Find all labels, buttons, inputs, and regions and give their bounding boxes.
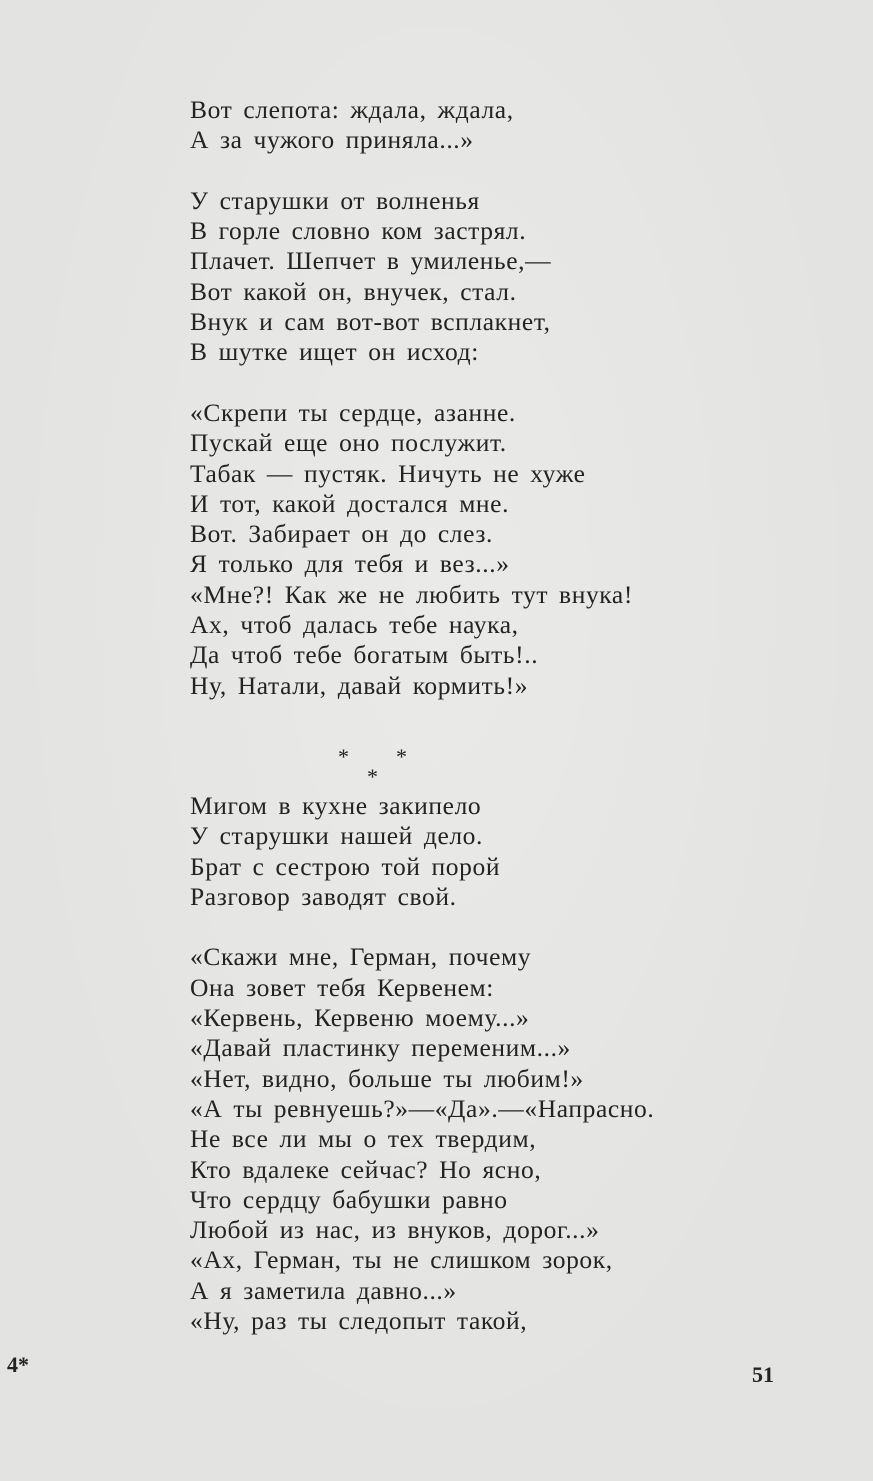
- page-number: 51: [752, 1362, 774, 1387]
- poem-line: У старушки от волненья: [190, 185, 480, 215]
- stanza: [190, 942, 750, 1336]
- poem-line: Пускай еще оно послужит.: [190, 428, 507, 458]
- poem-line: Не все ли мы о тех твердим,: [190, 1124, 537, 1154]
- poem-line: Что сердцу бабушки равно: [190, 1184, 508, 1214]
- poem-line: «Кервень, Кервеню моему...»: [190, 1003, 530, 1033]
- poem-line: В горле словно ком застрял.: [190, 216, 527, 246]
- asterism-star-icon: *: [367, 763, 378, 789]
- stanza: [190, 186, 750, 368]
- poem-line: «Скажи мне, Герман, почему: [190, 942, 532, 972]
- poem-line: Вот какой он, внучек, стал.: [190, 276, 517, 306]
- stanza: [190, 95, 750, 156]
- poem-line: Ах, чтоб далась тебе наука,: [190, 610, 519, 640]
- poem-line: Табак — пустяк. Ничуть не хуже: [190, 458, 586, 488]
- asterism-star-icon: *: [396, 743, 407, 769]
- poem-line: Вот. Забирает он до слез.: [190, 519, 494, 549]
- asterism-star-icon: *: [338, 743, 349, 769]
- poem-line: Мигом в кухне закипело: [190, 790, 482, 820]
- poem-line: Я только для тебя и вез...»: [190, 549, 510, 579]
- poem-line: «Давай пластинку переменим...»: [190, 1033, 571, 1063]
- stanza: [190, 398, 750, 701]
- poem-line: «Ну, раз ты следопыт такой,: [190, 1305, 528, 1335]
- poem-line: «Ах, Герман, ты не слишком зорок,: [190, 1245, 613, 1275]
- poem-line: «Нет, видно, больше ты любим!»: [190, 1063, 584, 1093]
- poem-line: А за чужого приняла...»: [190, 125, 474, 155]
- poem-line: И тот, какой достался мне.: [190, 488, 510, 518]
- poem-line: Разговор заводят свой.: [190, 881, 457, 911]
- poem-line: «Скрепи ты сердце, азанне.: [190, 397, 516, 427]
- poem-line: А я заметила давно...»: [190, 1275, 457, 1305]
- poem-line: У старушки нашей дело.: [190, 821, 484, 851]
- poem-line: «А ты ревнуешь?»—«Да».—«Напрасно.: [190, 1093, 655, 1123]
- poem-line: В шутке ищет он исход:: [190, 337, 479, 367]
- poem-line: Ну, Натали, давай кормить!»: [190, 670, 529, 700]
- poem-line: Брат с сестрою той порой: [190, 851, 501, 881]
- poem-line: Вот слепота: ждала, ждала,: [190, 95, 514, 124]
- poem-line: Да чтоб тебе богатым быть!..: [190, 640, 539, 670]
- poem-text: [190, 95, 750, 1336]
- poem-line: Любой из нас, из внуков, дорог...»: [190, 1215, 600, 1245]
- asterism-divider: [190, 701, 750, 791]
- poem-line: Она зовет тебя Кервенем:: [190, 972, 494, 1002]
- signature-mark: 4*: [7, 1352, 29, 1377]
- poem-line: Внук и сам вот-вот всплакнет,: [190, 307, 551, 337]
- poem-line: Кто вдалеке сейчас? Но ясно,: [190, 1154, 542, 1184]
- poem-line: Плачет. Шепчет в умиленье,—: [190, 246, 552, 276]
- stanza: [190, 791, 750, 912]
- poem-line: «Мне?! Как же не любить тут внука!: [190, 579, 633, 609]
